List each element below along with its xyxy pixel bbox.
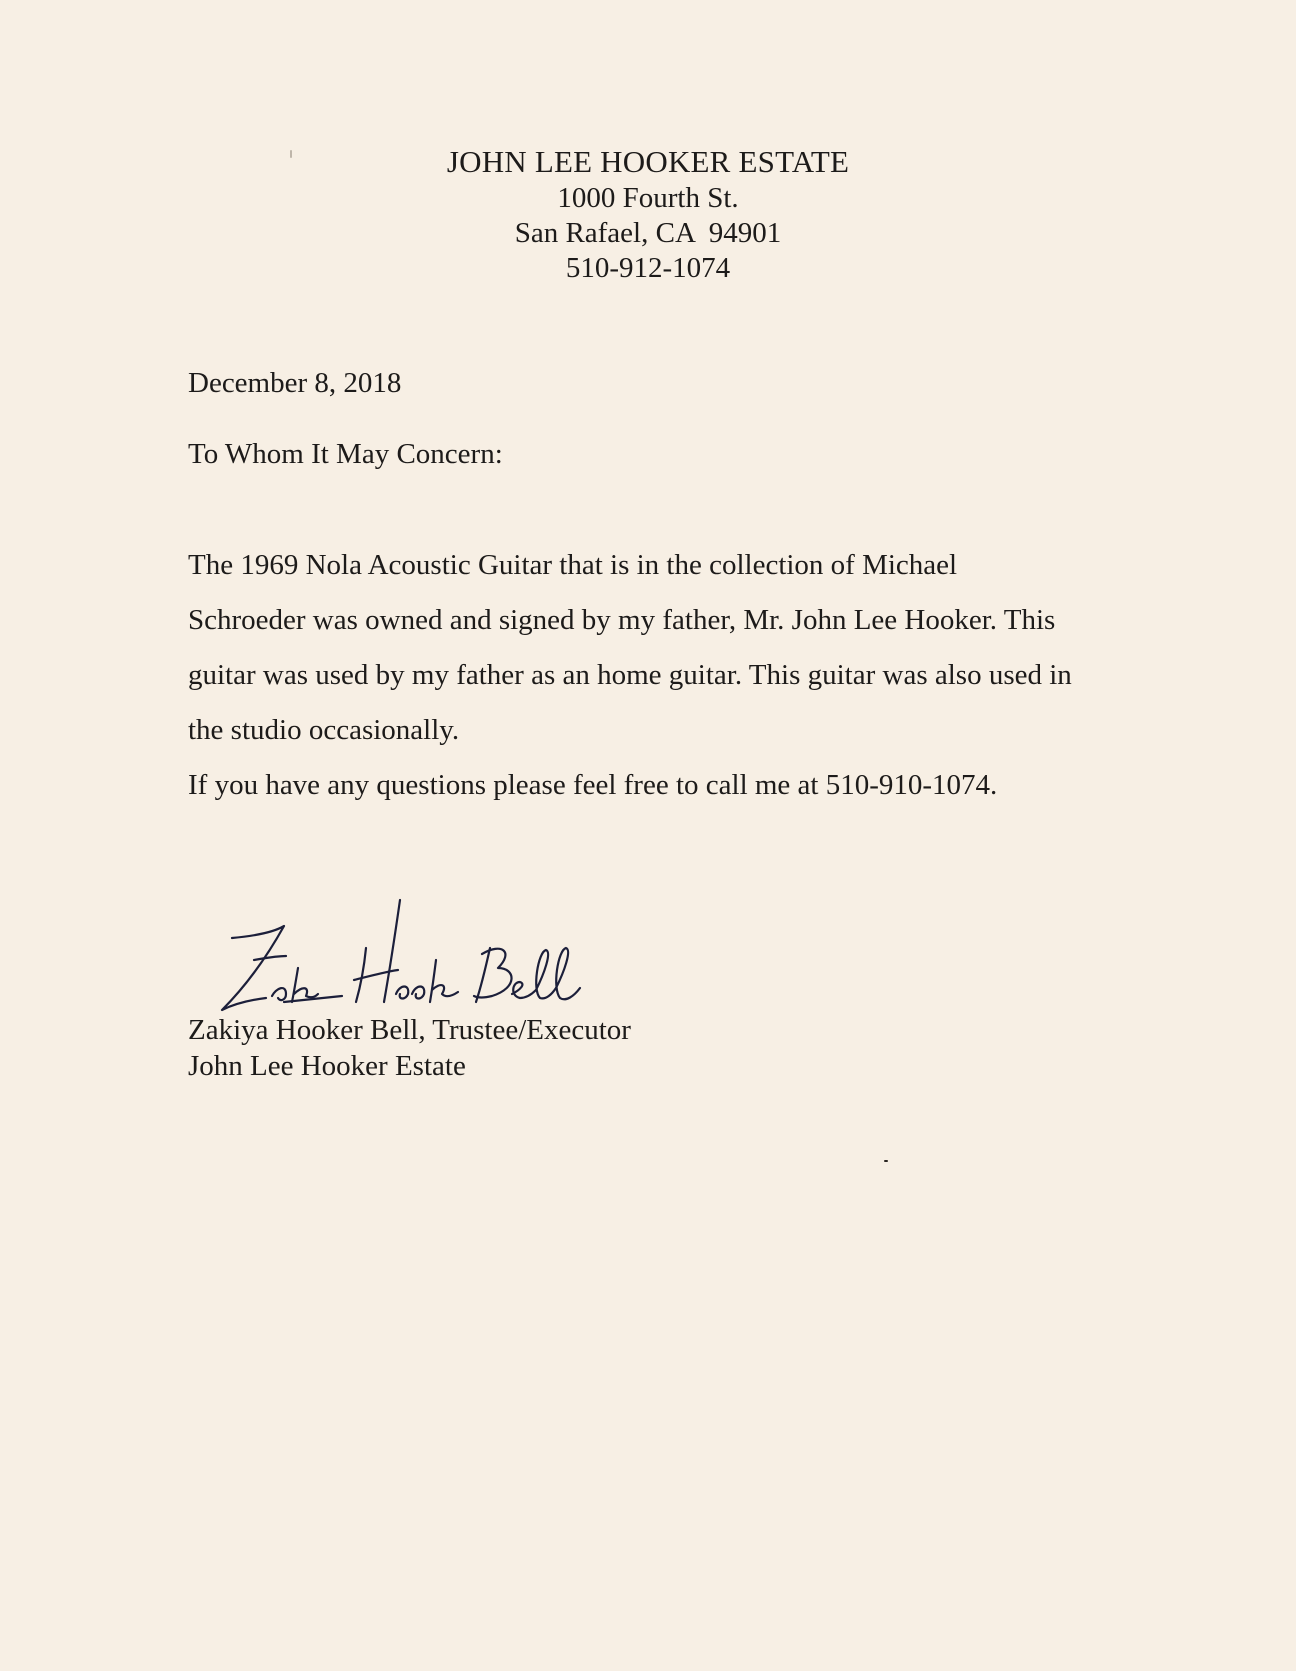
body-paragraph-1: The 1969 Nola Acoustic Guitar that is in the collection of Michael Schroeder was owned and signed by my father, Mr. John Lee Hooker. This guitar was used by my father as an home guitar. This guitar was also used in the studio occasionally. [188, 549, 1072, 746]
handwritten-signature [214, 898, 584, 1018]
signature-block [188, 1012, 631, 1084]
signer-name-title: Zakiya Hooker Bell, Trustee/Executor [188, 1014, 631, 1046]
paper-speck [884, 1160, 888, 1162]
signer-organization: John Lee Hooker Estate [188, 1050, 466, 1082]
salutation: To Whom It May Concern: [188, 438, 503, 470]
body-paragraph-2: If you have any questions please feel free to call me at 510-910-1074. [188, 769, 998, 801]
letterhead-phone: 510-912-1074 [565, 252, 731, 284]
letterhead-name: JOHN LEE HOOKER ESTATE [446, 144, 850, 179]
letterhead-city: San Rafael, CA 94901 [514, 217, 782, 249]
paper-speck [290, 150, 292, 158]
letter-date: December 8, 2018 [188, 367, 402, 399]
letterhead-street: 1000 Fourth St. [557, 182, 739, 214]
letterhead [0, 143, 1296, 286]
letter-body [188, 538, 1128, 813]
